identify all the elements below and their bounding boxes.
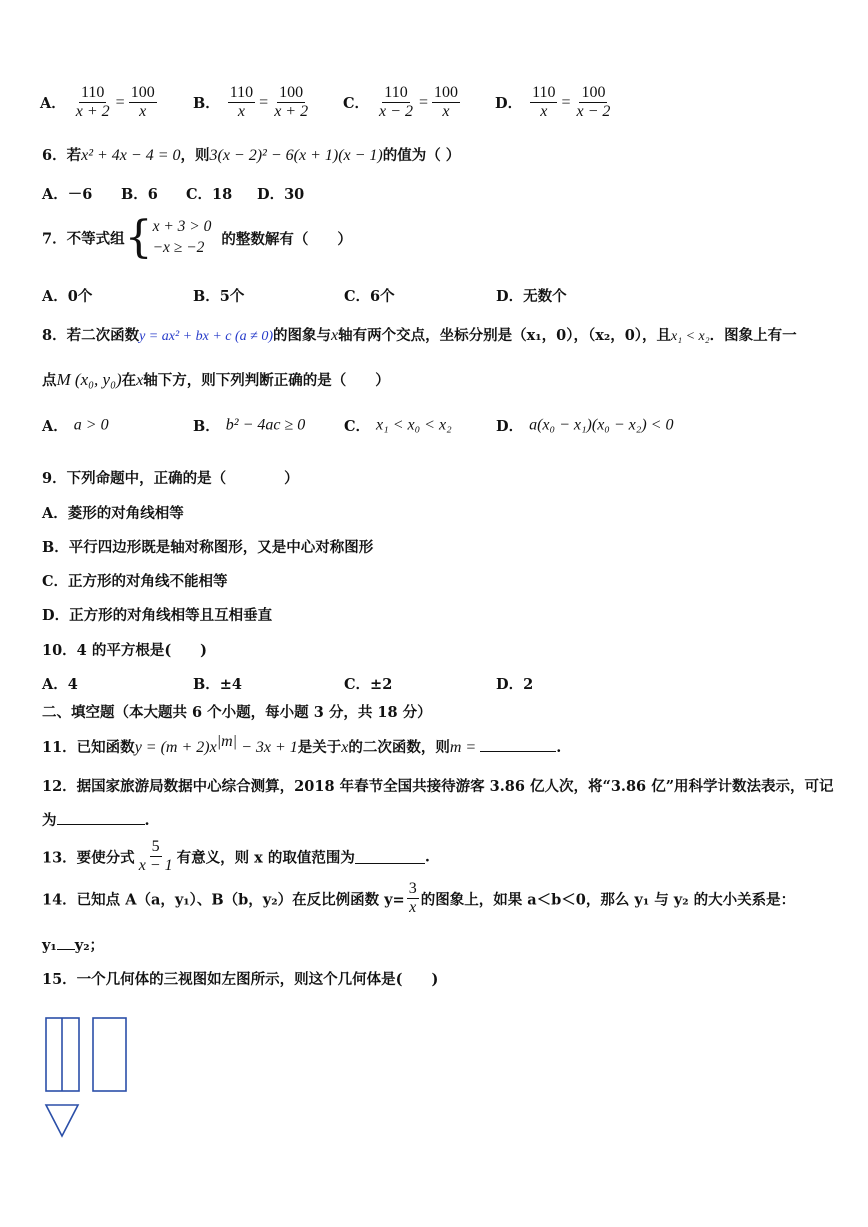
left-brace: { <box>124 212 153 263</box>
fraction: $\frac{100}{x + 2}$ <box>274 84 309 121</box>
q8-option-b[interactable]: B． b² − 4ac ≥ 0 <box>193 416 306 435</box>
three-view-figure <box>40 1010 140 1142</box>
answer-blank[interactable] <box>480 737 556 752</box>
side-view-rect <box>93 1018 126 1091</box>
question-7: 7．不等式组{x + 3 > 0 −x ≥ −2 的整数解有（ ） <box>42 212 352 263</box>
fraction: $\frac{5}{x - 1}$ <box>138 838 173 875</box>
question-9: 9．下列命题中，正确的是（ ） <box>42 470 299 487</box>
q7-option-b[interactable]: B．5个 <box>193 288 245 305</box>
q10-option-d[interactable]: D．2 <box>496 676 534 693</box>
question-14-line-2: y₁ y₂； <box>42 937 105 954</box>
q6-option-b[interactable]: B．6 <box>121 186 158 203</box>
question-12-line-2: 为 . <box>42 812 150 829</box>
q9-option-b[interactable]: B．平行四边形既是轴对称图形，又是中心对称图形 <box>42 539 374 556</box>
q5-option-a[interactable]: A． $\frac{110}{x + 2}$ = $\frac{100}{x}$ <box>40 84 155 121</box>
answer-blank[interactable] <box>57 810 145 825</box>
inequality-system: x + 3 > 0 −x ≥ −2 <box>152 218 212 256</box>
fraction: $\frac{110}{x}$ <box>532 84 556 121</box>
answer-blank[interactable] <box>57 935 75 950</box>
q6-option-a[interactable]: A．－6 <box>42 186 93 203</box>
q6-option-c[interactable]: C．18 <box>186 186 233 203</box>
fraction: $\frac{110}{x + 2}$ <box>75 84 110 121</box>
q5-option-d[interactable]: D． $\frac{110}{x}$ = $\frac{100}{x - 2}$ <box>495 84 611 121</box>
q9-option-c[interactable]: C．正方形的对角线不能相等 <box>42 573 228 590</box>
q7-option-a[interactable]: A．0个 <box>42 288 93 305</box>
q10-option-a[interactable]: A．4 <box>42 676 78 693</box>
question-6: 6．若x² + 4x − 4 = 0，则3(x − 2)² − 6(x + 1)(x − 1)的值为（ ） <box>42 147 461 164</box>
q6-option-d[interactable]: D．30 <box>257 186 305 203</box>
q10-option-b[interactable]: B．±4 <box>193 676 242 693</box>
question-13: 13．要使分式 $\frac{5}{x - 1}$ 有意义，则 x 的取值范围为 . <box>42 838 430 875</box>
q7-option-c[interactable]: C．6个 <box>344 288 395 305</box>
question-8-line-2: 点M (x₀, y₀)在x轴下方，则下列判断正确的是（ ） <box>42 370 390 389</box>
q8-option-c[interactable]: C． x₁ < x₀ < x₂ <box>344 416 452 435</box>
fraction: $\frac{100}{x}$ <box>130 84 155 121</box>
q9-option-d[interactable]: D．正方形的对角线相等且互相垂直 <box>42 607 273 624</box>
fraction: $\frac{3}{x}$ <box>408 880 417 917</box>
q5-option-c[interactable]: C． $\frac{110}{x - 2}$ = $\frac{100}{x}$ <box>343 84 458 121</box>
fraction: $\frac{100}{x}$ <box>433 84 458 121</box>
section-heading: 二、填空题（本大题共 6 个小题，每小题 3 分，共 18 分） <box>42 704 432 721</box>
fraction: $\frac{100}{x - 2}$ <box>576 84 611 121</box>
q8-option-a[interactable]: A． a > 0 <box>42 416 109 435</box>
q8-option-d[interactable]: D． a(x₀ − x₁)(x₀ − x₂) < 0 <box>496 416 674 435</box>
q10-option-c[interactable]: C．±2 <box>344 676 393 693</box>
question-14: 14．已知点 A（a，y₁）、B（b，y₂）在反比例函数 y= $\frac{3}{x}$ 的图象上，如果 a＜b＜0，那么 y₁ 与 y₂ 的大小关系是： <box>42 880 796 917</box>
q5-option-b[interactable]: B． $\frac{110}{x}$ = $\frac{100}{x + 2}$ <box>193 84 309 121</box>
question-11: 11．已知函数$y = (m + 2)x^{|m|} - 3x + 1$是关于x的二次函数，则m = . <box>42 733 562 756</box>
question-10: 10．4 的平方根是( ) <box>42 642 208 659</box>
question-12-line-1: 12．据国家旅游局数据中心综合测算，2018 年春节全国共接待游客 3.86 亿人次，将“3.86 亿”用科学计数法表示，可记 <box>42 778 834 795</box>
answer-blank[interactable] <box>355 849 425 864</box>
question-8-line-1: 8．若二次函数y = ax² + bx + c (a ≠ 0)的图象与x轴有两个交点，坐标分别是（x₁，0），（x₂，0），且x₁ < x₂．图象上有一 <box>42 327 797 344</box>
top-view-triangle <box>46 1105 78 1136</box>
q7-option-d[interactable]: D．无数个 <box>496 288 567 305</box>
fraction: $\frac{110}{x}$ <box>229 84 254 121</box>
q9-option-a[interactable]: A．菱形的对角线相等 <box>42 505 184 522</box>
fraction: $\frac{110}{x - 2}$ <box>379 84 413 121</box>
question-15: 15．一个几何体的三视图如左图所示，则这个几何体是( ) <box>42 971 439 988</box>
